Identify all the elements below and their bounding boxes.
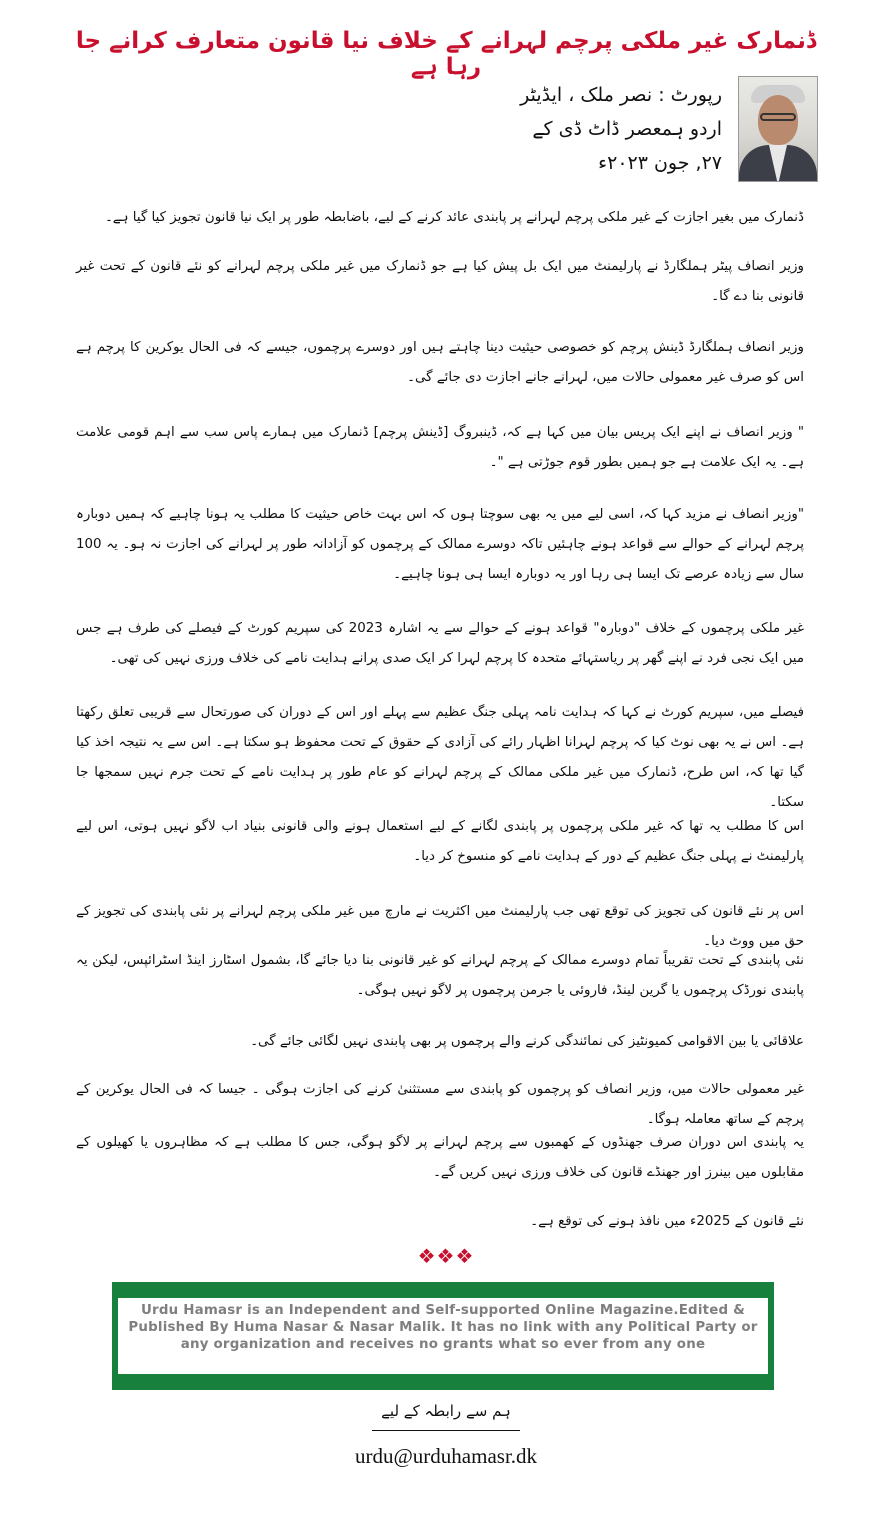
article-title: ڈنمارک غیر ملکی پرچم لہرانے کے خلاف نیا قانون متعارف کرانے جا رہا ہے [75,28,817,80]
article-paragraph: نئے قانون کے 2025ء میں نافذ ہونے کی توقع ہے۔ [530,1214,804,1229]
article-paragraph: "وزیر انصاف نے مزید کہا کہ، اسی لیے میں یہ بھی سوچتا ہوں کہ اس بہت خاص حیثیت کا مطلب یہ ہونا چاہیے کہ ہمیں دوبارہ پرچم لہرانے کے حوالے سے قواعد ہونے چاہئیں تاکہ دوسرے ممالک کے پرچموں کو آزادانہ طور پر لہرانے کی اجازت نہ ہو۔ یہ 100 سال سے زیادہ عرصے تک ایسا ہی رہا اور یہ دوبارہ ایسا ہی ہونا چاہیے۔ [76,507,804,582]
article-paragraph: فیصلے میں، سپریم کورٹ نے کہا کہ ہدایت نامہ پہلی جنگ عظیم سے پہلے اور اس کے دوران کی صورتحال سے قریبی تعلق رکھتا ہے۔ اس نے یہ بھی نوٹ کیا کہ پرچم لہرانا اظہار رائے کی آزادی کے حقوق کے تحت محفوظ ہو سکتا ہے۔ اس سے یہ نتیجہ اخذ کیا گیا تھا کہ، اس طرح، ڈنمارک میں غیر ملکی ممالک کے پرچم لہرانے کو عام طور پر ہدایت نامے کے تحت جرم نہیں سمجھا جا سکتا۔ [76,705,804,810]
article-paragraph: وزیر انصاف پیٹر ہملگارڈ نے پارلیمنٹ میں ایک بل پیش کیا ہے جو ڈنمارک میں غیر ملکی پرچم لہرانے کو نئے قانون کے تحت غیر قانونی بنا دے گا۔ [76,259,804,304]
author-photo [738,76,818,182]
contact-email[interactable]: urdu@urduhamasr.dk [354,1444,538,1468]
byline-publication: اردو ہمعصر ڈاٹ ڈی کے [532,118,722,140]
disclaimer-banner [112,1282,774,1390]
article-paragraph: نئی پابندی کے تحت تقریباً تمام دوسرے ممالک کے پرچم لہرانے کو غیر قانونی بنا دیا جائے گا، بشمول اسٹارز اینڈ اسٹرائپس، لیکن یہ پابندی نورڈک پرچموں یا گرین لینڈ، فاروئی یا جرمن پرچموں پر لاگو نہیں ہوگی۔ [76,953,804,998]
contact-underline [372,1430,520,1431]
article-paragraph: وزیر انصاف ہملگارڈ ڈینش پرچم کو خصوصی حیثیت دینا چاہتے ہیں اور دوسرے پرچموں، جیسے کہ فی الحال یوکرین کا پرچم ہے اس کو صرف غیر معمولی حالات میں، لہرانے جانے اجازت دی جائے گی۔ [76,340,804,385]
byline-reporter: رپورٹ : نصر ملک ، ایڈیٹر [520,84,722,106]
article-paragraph: علاقائی یا بین الاقوامی کمیونٹیز کی نمائندگی کرنے والے پرچموں پر بھی پابندی نہیں لگائی جائے گی۔ [250,1034,804,1049]
contact-label: ہم سے رابطہ کے لیے [381,1402,511,1420]
article-paragraph: غیر معمولی حالات میں، وزیر انصاف کو پرچموں کو پابندی سے مستثنیٰ کرنے کی اجازت ہوگی ۔ جیسا کہ فی الحال یوکرین کے پرچم کے ساتھ معاملہ ہوگا۔ [76,1082,804,1127]
disclaimer-text: Urdu Hamasr is an Independent and Self-supported Online Magazine.Edited & Published By Huma Nasar & Nasar Malik. It has no link with any Political Party or any organization and receives no grants what so ever from any one [118,1298,768,1374]
article-paragraph: اس کا مطلب یہ تھا کہ غیر ملکی پرچموں پر پابندی لگانے کے لیے استعمال ہونے والی قانونی بنیاد اب لاگو نہیں ہوتی، اس لیے پارلیمنٹ نے پہلی جنگ عظیم کے دور کے ہدایت نامے کو منسوخ کر دیا۔ [76,819,804,864]
article-paragraph: یہ پابندی اس دوران صرف جھنڈوں کے کھمبوں سے پرچم لہرانے پر لاگو ہوگی، جس کا مطلب ہے کہ مظاہروں یا کھیلوں کے مقابلوں میں بینرز اور جھنڈے قانون کی خلاف ورزی نہیں کریں گے۔ [76,1135,804,1180]
article-paragraph: اس پر نئے قانون کی تجویز کی توقع تھی جب پارلیمنٹ میں اکثریت نے مارچ میں غیر ملکی پرچم لہرانے پر نئی پابندی کی تجویز کے حق میں ووٹ دیا۔ [76,904,804,949]
article-paragraph: غیر ملکی پرچموں کے خلاف "دوبارہ" قواعد ہونے کے حوالے سے یہ اشارہ 2023 کی سپریم کورٹ کے فیصلے کی طرف ہے جس میں ایک نجی فرد نے اپنے گھر پر ریاستہائے متحدہ کا پرچم لہرا کر ایک صدی پرانے ہدایت نامے کی خلاف ورزی نہیں کی تھی۔ [76,621,804,666]
article-paragraph: ڈنمارک میں بغیر اجازت کے غیر ملکی پرچم لہرانے پر پابندی عائد کرنے کے لیے، باضابطہ طور پر ایک نیا قانون تجویز کیا گیا ہے۔ [104,210,804,225]
article-paragraph: " وزیر انصاف نے اپنے ایک پریس بیان میں کہا ہے کہ، ڈینبروگ [ڈینش پرچم] ڈنمارک میں ہمارے پاس سب سے اہم قومی علامت ہے۔ یہ ایک علامت ہے جو ہمیں بطور قوم جوڑتی ہے "۔ [76,425,804,470]
byline-date: ۲۷, جون ۲۰۲۳ء [598,152,722,174]
ornament-divider: ❖❖❖ [417,1244,475,1268]
